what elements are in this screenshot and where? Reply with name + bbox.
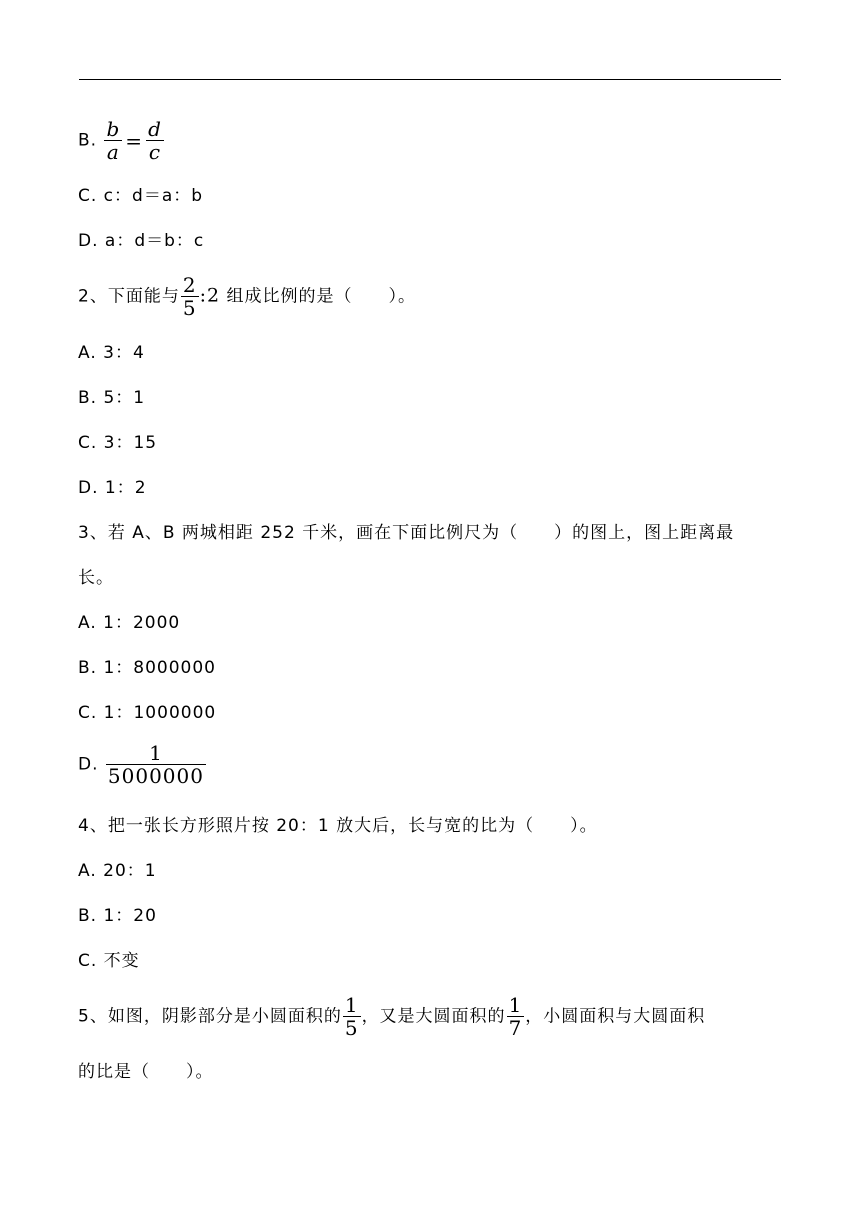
q2-option-d: D. 1：2 xyxy=(78,478,147,498)
q4-option-a: A. 20：1 xyxy=(78,861,157,881)
fraction-two-fifths: $\frac{2}{5}$ xyxy=(182,273,197,320)
q2-option-c: C. 3：15 xyxy=(78,433,158,453)
q5-stem-line1: 5、如图，阴影部分是小圆面积的 $\frac{1}{5}$ ，又是大圆面积的 $\frac{1}{7}$ ，小圆面积与大圆面积 xyxy=(78,993,706,1040)
q3-option-b: B. 1：8000000 xyxy=(78,658,216,678)
q5-stem-line2: 的比是（ ）。 xyxy=(78,1062,214,1082)
q3-stem-line2: 长。 xyxy=(78,568,114,588)
fraction-scale: $\frac{1}{5000000}$ xyxy=(107,741,204,788)
fraction-one-seventh: $\frac{1}{7}$ xyxy=(508,993,523,1040)
q1-option-d: D. a：d＝b：c xyxy=(78,231,205,251)
header-rule xyxy=(79,79,781,80)
fraction-b-over-a: $\frac{b}{a}$ xyxy=(106,117,121,164)
q3-option-c: C. 1：1000000 xyxy=(78,703,217,723)
q1-option-c: C. c：d＝a：b xyxy=(78,186,204,206)
q1-option-b: B. $\frac{b}{a}$ = $\frac{d}{c}$ xyxy=(78,117,162,164)
q3-stem-line1: 3、若 A、B 两城相距 252 千米，画在下面比例尺为（ ）的图上，图上距离最 xyxy=(78,523,735,543)
q4-option-c: C. 不变 xyxy=(78,951,140,971)
q2-stem: 2、下面能与 $\frac{2}{5}$ :2 组成比例的是（ ）。 xyxy=(78,273,416,320)
q4-option-b: B. 1：20 xyxy=(78,906,157,926)
q3-option-a: A. 1：2000 xyxy=(78,613,181,633)
q4-stem: 4、把一张长方形照片按 20：1 放大后，长与宽的比为（ ）。 xyxy=(78,816,598,836)
fraction-d-over-c: $\frac{d}{c}$ xyxy=(148,117,162,164)
q3-option-d: D. $\frac{1}{5000000}$ xyxy=(78,741,204,788)
q2-option-b: B. 5：1 xyxy=(78,388,146,408)
fraction-one-fifth: $\frac{1}{5}$ xyxy=(344,993,359,1040)
q2-option-a: A. 3：4 xyxy=(78,343,145,363)
